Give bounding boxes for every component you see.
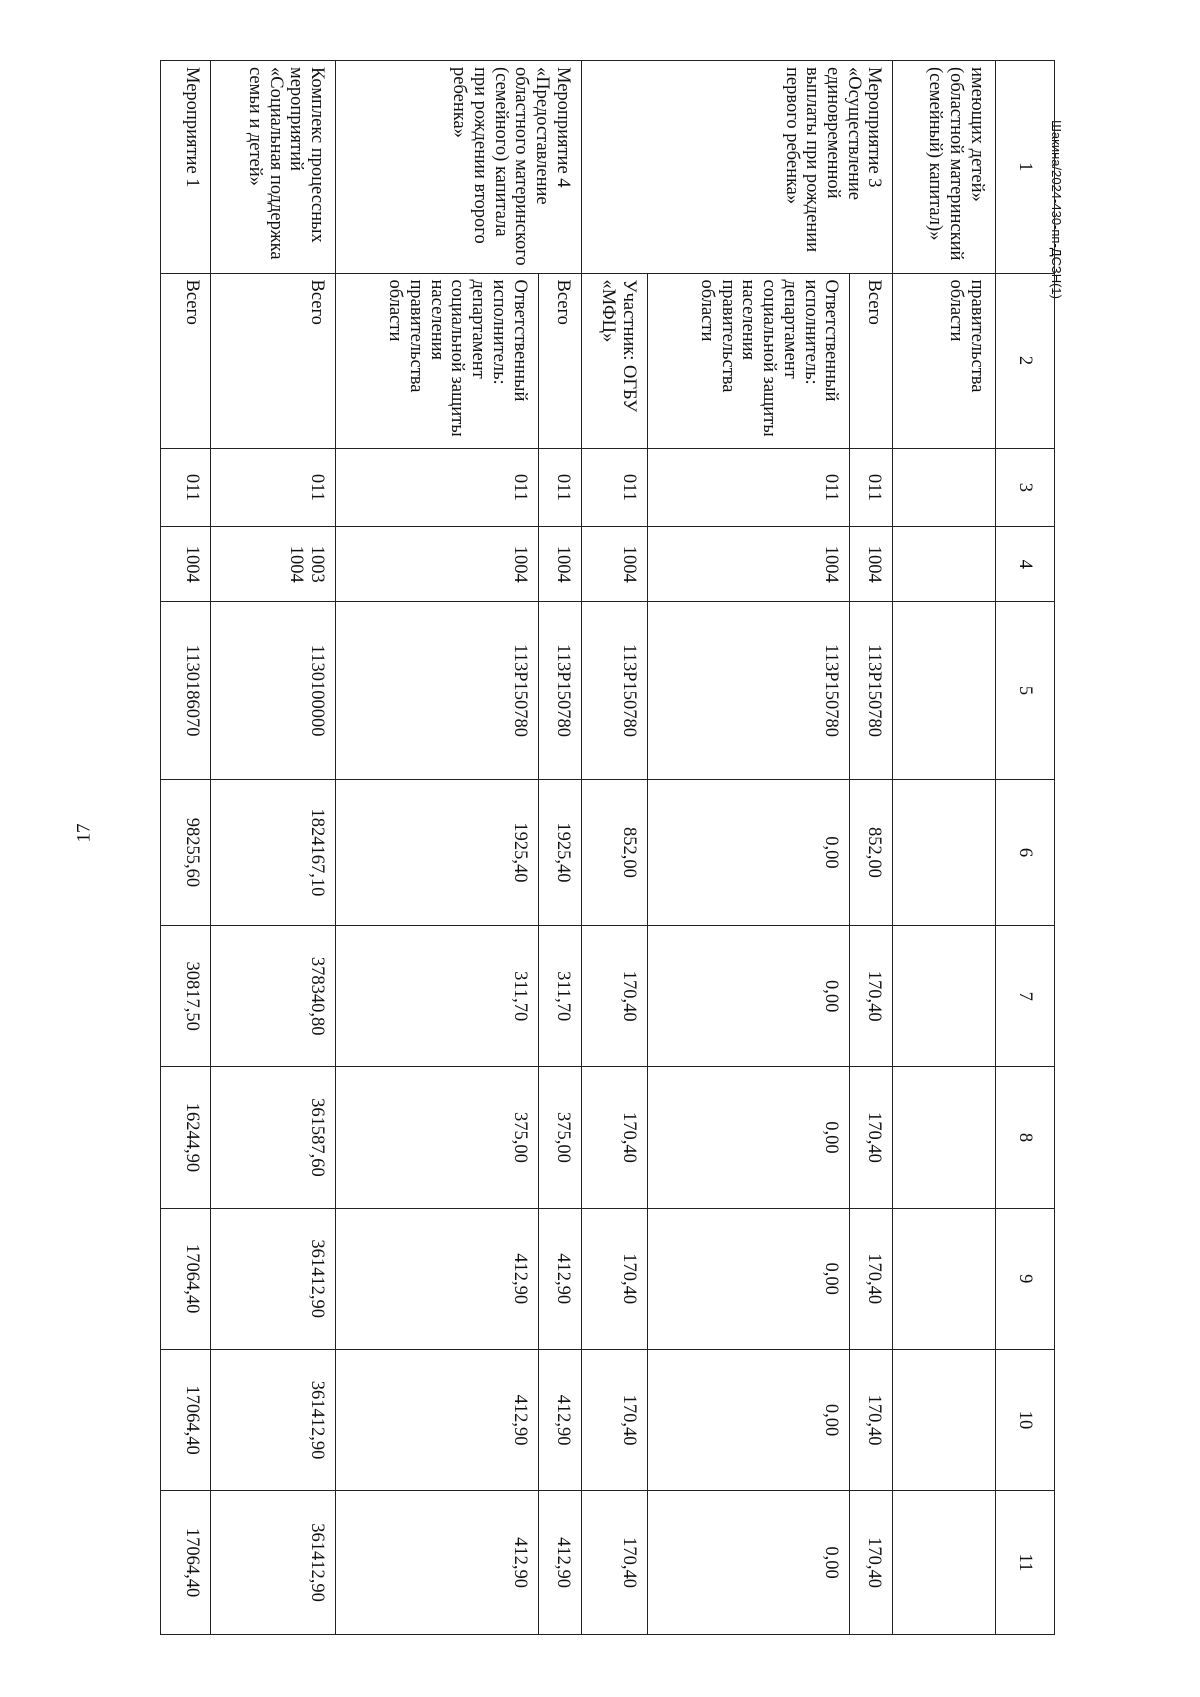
- cell-year: [893, 1491, 995, 1635]
- cell-section: 1004: [850, 527, 893, 602]
- table-row: [581, 61, 647, 1635]
- cell-year: 412,90: [336, 1349, 538, 1490]
- cell-year: 30817,50: [161, 926, 211, 1067]
- cell-year: 170,40: [850, 1491, 893, 1635]
- cell-executor: Всего: [161, 273, 211, 448]
- cell-description: Мероприятие 3 «Осуществление единовременной выплаты при рождении первого ребенка»: [581, 61, 893, 274]
- cell-year: 375,00: [538, 1067, 581, 1208]
- col-header: 6: [995, 779, 1054, 925]
- cell-grbs: 011: [161, 448, 211, 527]
- table-row: [647, 61, 849, 1635]
- table-row: [893, 61, 995, 1635]
- cell-description: Мероприятие 1: [161, 61, 211, 274]
- cell-year: 17064,40: [161, 1349, 211, 1490]
- col-header: 2: [995, 273, 1054, 448]
- col-header: 7: [995, 926, 1054, 1067]
- cell-year: 361412,90: [211, 1349, 336, 1490]
- col-header: 8: [995, 1067, 1054, 1208]
- cell-year: 311,70: [336, 926, 538, 1067]
- cell-grbs: 011: [850, 448, 893, 527]
- cell-section: 1004: [161, 527, 211, 602]
- cell-target: 113Р150780: [538, 602, 581, 780]
- table-row: [161, 61, 211, 1635]
- table-row: [538, 61, 581, 1635]
- cell-target: 1130186070: [161, 602, 211, 780]
- cell-target: 113Р150780: [581, 602, 647, 780]
- page-number: 17: [73, 823, 95, 843]
- cell-year: 0,00: [647, 1067, 849, 1208]
- cell-total: 852,00: [581, 779, 647, 925]
- cell-year: 0,00: [647, 926, 849, 1067]
- cell-year: 361587,60: [211, 1067, 336, 1208]
- cell-section: 1004: [336, 527, 538, 602]
- cell-grbs: 011: [647, 448, 849, 527]
- cell-executor: Всего: [538, 273, 581, 448]
- cell-grbs: 011: [581, 448, 647, 527]
- cell-year: 17064,40: [161, 1208, 211, 1349]
- cell-target: 113Р150780: [850, 602, 893, 780]
- cell-target: 113Р150780: [647, 602, 849, 780]
- cell-year: 17064,40: [161, 1491, 211, 1635]
- cell-year: 412,90: [336, 1491, 538, 1635]
- cell-total: 852,00: [850, 779, 893, 925]
- cell-year: 170,40: [850, 926, 893, 1067]
- cell-year: 311,70: [538, 926, 581, 1067]
- cell-executor: Ответственный исполнитель: департамент социальной защиты населения правительства области: [336, 273, 538, 448]
- cell-year: 375,00: [336, 1067, 538, 1208]
- cell-section: 1004: [647, 527, 849, 602]
- cell-year: 361412,90: [211, 1208, 336, 1349]
- cell-year: [893, 1067, 995, 1208]
- cell-year: 0,00: [647, 1208, 849, 1349]
- cell-year: 170,40: [850, 1067, 893, 1208]
- budget-table: [160, 60, 1055, 1635]
- footer-code-text: Шакина/2024-430-пп-ДСЗН(1): [1049, 120, 1064, 299]
- cell-target: 113Р150780: [336, 602, 538, 780]
- cell-total: 1824167,10: [211, 779, 336, 925]
- cell-year: 170,40: [850, 1208, 893, 1349]
- cell-year: [893, 1208, 995, 1349]
- col-header: 1: [995, 61, 1054, 274]
- table-row: [211, 61, 336, 1635]
- cell-year: 170,40: [581, 1208, 647, 1349]
- col-header: 4: [995, 527, 1054, 602]
- cell-year: [893, 1349, 995, 1490]
- cell-year: 170,40: [581, 1349, 647, 1490]
- cell-year: 170,40: [581, 1067, 647, 1208]
- cell-year: 0,00: [647, 1491, 849, 1635]
- cell-year: 16244,90: [161, 1067, 211, 1208]
- cell-year: 412,90: [538, 1208, 581, 1349]
- cell-year: 412,90: [336, 1208, 538, 1349]
- cell-description: имеющих детей» (областной материнский (семейный) капитал)»: [893, 61, 995, 274]
- col-header: 10: [995, 1349, 1054, 1490]
- cell-description: Мероприятие 4 «Предоставление областного материнского (семейного) капитала при рождении второго ребенка»: [336, 61, 582, 274]
- section-code: 1003: [307, 545, 328, 583]
- cell-target: 1130100000: [211, 602, 336, 780]
- cell-target: [893, 602, 995, 780]
- cell-year: 0,00: [647, 1349, 849, 1490]
- cell-total: [893, 779, 995, 925]
- cell-executor: Ответственный исполнитель: департамент социальной защиты населения правительства области: [647, 273, 849, 448]
- cell-description: Комплекс процессных мероприятий «Социальная поддержка семьи и детей»: [211, 61, 336, 274]
- cell-executor: правительства области: [893, 273, 995, 448]
- cell-year: 361412,90: [211, 1491, 336, 1635]
- cell-executor: Всего: [850, 273, 893, 448]
- col-header: 9: [995, 1208, 1054, 1349]
- footer-document-code: [1049, 120, 1110, 299]
- cell-total: 98255,60: [161, 779, 211, 925]
- cell-section: 1004: [581, 527, 647, 602]
- cell-year: [893, 926, 995, 1067]
- cell-section: 1004: [538, 527, 581, 602]
- col-header: 3: [995, 448, 1054, 527]
- cell-grbs: 011: [336, 448, 538, 527]
- cell-total: 0,00: [647, 779, 849, 925]
- cell-section: [893, 527, 995, 602]
- cell-total: 1925,40: [336, 779, 538, 925]
- cell-executor: Всего: [211, 273, 336, 448]
- cell-year: 170,40: [581, 926, 647, 1067]
- cell-grbs: [893, 448, 995, 527]
- cell-year: 378340,80: [211, 926, 336, 1067]
- cell-year: 170,40: [850, 1349, 893, 1490]
- section-code: 1004: [286, 545, 307, 583]
- budget-table-container: [160, 60, 1055, 1635]
- col-header: 5: [995, 602, 1054, 780]
- col-header: 11: [995, 1491, 1054, 1635]
- cell-year: 170,40: [581, 1491, 647, 1635]
- cell-section: [211, 527, 336, 602]
- cell-year: 412,90: [538, 1491, 581, 1635]
- table-row: [336, 61, 538, 1635]
- cell-executor: Участник: ОГБУ «МФЦ»: [581, 273, 647, 448]
- header-row: [995, 61, 1054, 1635]
- cell-grbs: 011: [211, 448, 336, 527]
- cell-year: 412,90: [538, 1349, 581, 1490]
- table-row: [850, 61, 893, 1635]
- cell-grbs: 011: [538, 448, 581, 527]
- cell-total: 1925,40: [538, 779, 581, 925]
